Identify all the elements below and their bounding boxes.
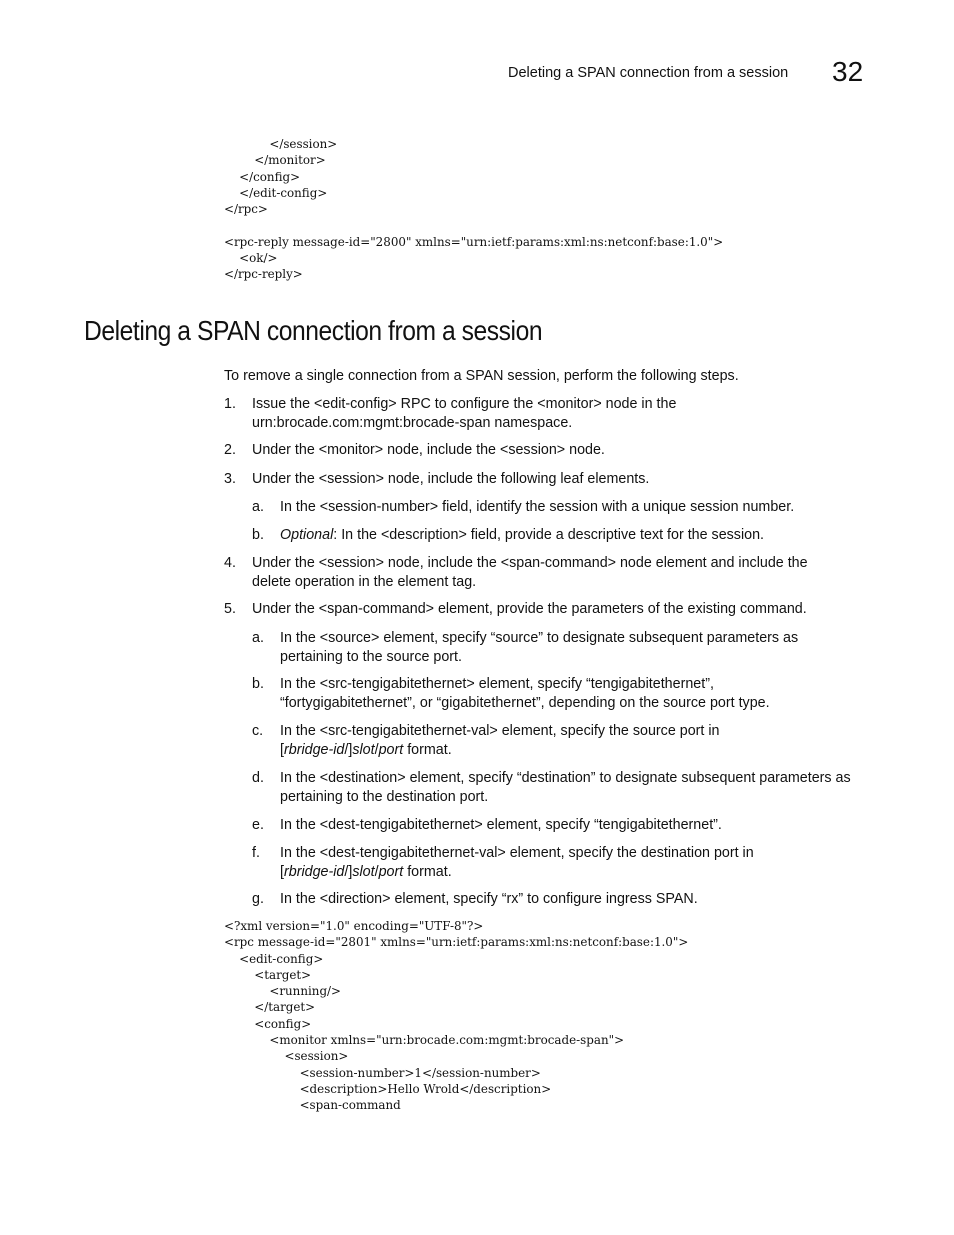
step-text: Under the <session> node, include the <span-command> node element and include the delete operation in the element tag. (252, 555, 808, 590)
substep-text: In the <direction> element, specify “rx” to configure ingress SPAN. (280, 891, 698, 907)
step-number: 4. (224, 555, 236, 571)
step-text: Under the <session> node, include the following leaf elements. (252, 471, 650, 487)
substep-letter: a. (252, 630, 264, 646)
running-header-title: Deleting a SPAN connection from a session (508, 65, 789, 81)
page-header (0, 58, 954, 90)
substep-letter: b. (252, 527, 264, 543)
chapter-number: 32 (832, 56, 864, 87)
step-text: Under the <span-command> element, provide the parameters of the existing command. (252, 601, 807, 617)
substep-text: In the <dest-tengigabitethernet> element, specify “tengigabitethernet”. (280, 817, 722, 833)
step-number: 3. (224, 471, 236, 487)
substep-text: In the <src-tengigabitethernet-val> element, specify the source port in [rbridge-id/]slot/port format. (280, 723, 720, 758)
step-text: Under the <monitor> node, include the <session> node. (252, 442, 605, 458)
substep-text (280, 526, 870, 545)
substep-letter: f. (252, 845, 260, 861)
substep-text: In the <session-number> field, identify the session with a unique session number. (280, 499, 795, 515)
substep-text: In the <destination> element, specify “destination” to designate subsequent parameters as pertaining to the destination port. (280, 770, 851, 805)
code-block-rpc-reply: </session> </monitor> </config> </edit-config> </rpc> <rpc-reply message-id="2800" xmlns="urn:ietf:params:xml:ns:netconf:base:1.0"> <ok/> </rpc-reply> (224, 137, 724, 282)
substep-letter: e. (252, 817, 264, 833)
substep-letter: d. (252, 770, 264, 786)
substep-text: In the <src-tengigabitethernet> element, specify “tengigabitethernet”, “fortygigabitethernet”, or “gigabitethernet”, depending on the source port type. (280, 676, 770, 711)
substep-letter: g. (252, 891, 264, 907)
code-block-rpc-request: <?xml version="1.0" encoding="UTF-8"?> <rpc message-id="2801" xmlns="urn:ietf:params:xml:ns:netconf:base:1.0"> <edit-config> <target> <running/> </target> <config> <monitor xmlns="urn:brocade.com:mgmt:brocade-span"> <session> <session-number>1</session-number> <description>Hello Wrold</description> <span-command (224, 919, 689, 1113)
step-number: 2. (224, 442, 236, 458)
section-heading: Deleting a SPAN connection from a session (84, 315, 543, 346)
substep-letter: a. (252, 499, 264, 515)
substep-letter: b. (252, 676, 264, 692)
intro-paragraph: To remove a single connection from a SPAN session, perform the following steps. (224, 368, 739, 384)
substep-text: In the <source> element, specify “source” to designate subsequent parameters as pertaining to the source port. (280, 630, 799, 665)
substep-text: In the <dest-tengigabitethernet-val> element, specify the destination port in [rbridge-id/]slot/port format. (280, 845, 754, 880)
optional-label: Optional (280, 527, 334, 543)
step-text: Issue the <edit-config> RPC to configure the <monitor> node in the urn:brocade.com:mgmt:brocade-span namespace. (252, 396, 677, 431)
step-number: 5. (224, 601, 236, 617)
substep-letter: c. (252, 723, 264, 739)
step-number: 1. (224, 396, 236, 412)
substep-text-rest: : In the <description> field, provide a descriptive text for the session. (333, 527, 764, 543)
